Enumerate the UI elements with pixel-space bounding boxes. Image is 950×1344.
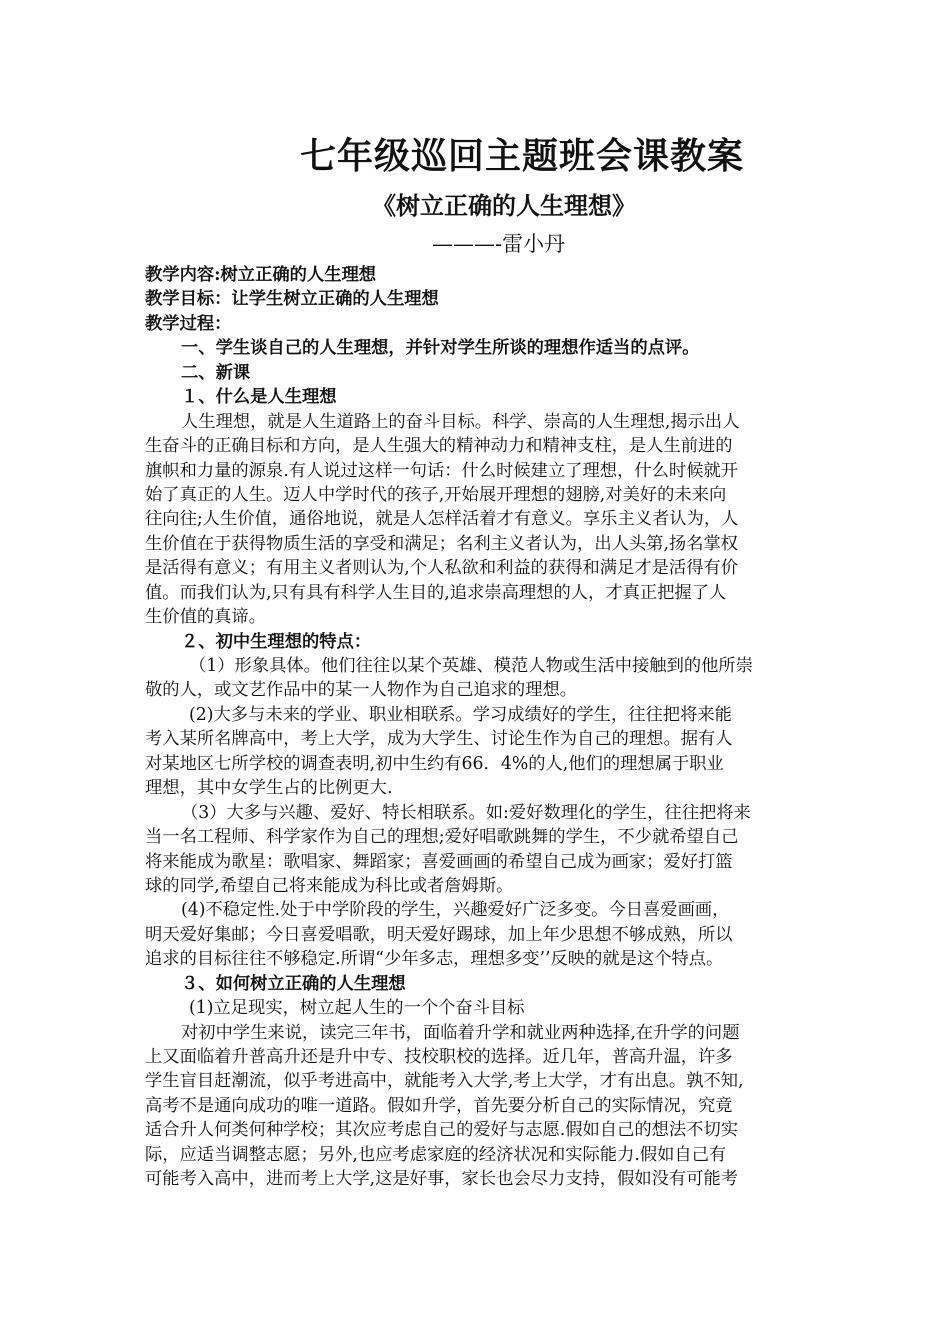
paragraph-line: 将来能成为歌星：歌唱家、舞蹈家；喜爱画画的希望自己成为画家；爱好打篮 bbox=[145, 851, 733, 872]
section-heading-line: 教学内容:树立正确的人生理想 bbox=[145, 265, 377, 285]
paragraph-line: 可能考入高中，进而考上大学,这是好事，家长也会尽力支持，假如没有可能考 bbox=[145, 1169, 739, 1190]
paragraph-line: 适合升人何类何种学校；其次应考虑自己的爱好与志愿.假如自己的想法不切实 bbox=[145, 1120, 739, 1141]
section-heading-line: ３、如何树立正确的人生理想 bbox=[181, 973, 406, 994]
paragraph-line: 考入某所名牌高中，考上大学，成为大学生、讨论生作为自己的理想。据有人 bbox=[145, 729, 733, 750]
document-title: 七年级巡回主题班会课教案 bbox=[300, 135, 745, 177]
section-heading-line: 教学目标：让学生树立正确的人生理想 bbox=[145, 289, 439, 310]
document-body bbox=[145, 263, 817, 1192]
paragraph-line: 球的同学,希望自己将来能成为科比或者詹姆斯。 bbox=[145, 875, 514, 896]
section-heading-line: 一、学生谈自己的人生理想，并针对学生所谈的理想作适当的点评。 bbox=[181, 338, 700, 359]
paragraph-line: 值。而我们认为,只有具有科学人生目的,追求崇高理想的人，才真正把握了人 bbox=[145, 582, 727, 603]
section-heading-line: １、什么是人生理想 bbox=[181, 387, 337, 408]
paragraph-line: 人生理想，就是人生道路上的奋斗目标。科学、崇高的人生理想,揭示出人 bbox=[181, 411, 740, 432]
paragraph-line: 生奋斗的正确目标和方向，是人生强大的精神动力和精神支柱，是人生前进的 bbox=[145, 436, 733, 457]
paragraph-line: 对初中学生来说，读完三年书，面临着升学和就业两种选择,在升学的问题 bbox=[181, 1022, 740, 1043]
paragraph-line: 上又面临着升普高升还是升中专、技校职校的选择。近几年，普高升温，许多 bbox=[145, 1047, 733, 1067]
paragraph-line: 始了真正的人生。迈人中学时代的孩子,开始展开理想的翅膀,对美好的未来向 bbox=[145, 484, 727, 505]
paragraph-line: （1）形象具体。他们往往以某个英雄、模范人物或生活中接触到的他所崇 bbox=[189, 656, 753, 676]
paragraph-line: 对某地区七所学校的调查表明,初中生约有66．4%的人,他们的理想属于职业 bbox=[145, 753, 724, 774]
paragraph-line: 是活得有意义；有用主义者则认为,个人私欲和利益的获得和满足才是活得有价 bbox=[145, 558, 739, 579]
paragraph-line: 生价值的真谛。 bbox=[145, 607, 266, 628]
section-heading-line: 二、新课 bbox=[181, 362, 251, 383]
paragraph-line: （3）大多与兴趣、爱好、特长相联系。如:爱好数理化的学生，往往把将来 bbox=[181, 802, 751, 823]
section-heading-line: ２、初中生理想的特点： bbox=[181, 631, 372, 652]
paragraph-line: 旗帜和力量的源泉.有人说过这样一句话：什么时候建立了理想，什么时候就开 bbox=[145, 460, 739, 481]
paragraph-line: 往向往;人生价值，通俗地说，就是人怎样活着才有意义。享乐主义者认为，人 bbox=[145, 509, 739, 530]
paragraph-line: 明天爱好集邮；今日喜爱唱歌，明天爱好踢球，加上年少思想不够成熟，所以 bbox=[145, 924, 733, 945]
paragraph-line: 学生盲目赶潮流，似乎考进高中，就能考入大学,考上大学，才有出息。孰不知, bbox=[145, 1071, 744, 1092]
document-subtitle: 《树立正确的人生理想》 bbox=[372, 191, 636, 220]
paragraph-line: 敬的人，或文艺作品中的某一人物作为自己追求的理想。 bbox=[145, 680, 578, 701]
paragraph-line: (4)不稳定性.处于中学阶段的学生，兴趣爱好广泛多变。今日喜爱画画， bbox=[181, 900, 730, 921]
paragraph-line: (1)立足现实，树立起人生的一个个奋斗目标 bbox=[189, 998, 525, 1019]
paragraph-line: 生价值在于获得物质生活的享受和满足；名利主义者认为，出人头第,扬名掌权 bbox=[145, 533, 739, 554]
document-author: ———-雷小丹 bbox=[432, 232, 566, 256]
paragraph-line: 当一名工程师、科学家作为自己的理想;爱好唱歌跳舞的学生，不少就希望自己 bbox=[145, 827, 739, 848]
paragraph-line: 际，应适当调整志愿；另外,也应考虑家庭的经济状况和实际能力.假如自己有 bbox=[145, 1144, 727, 1165]
section-heading-line: 教学过程： bbox=[145, 313, 232, 334]
paragraph-line: 追求的目标往往不够稳定.所谓“少年多志，理想多变’’反映的就是这个特点。 bbox=[145, 949, 724, 970]
paragraph-line: 理想，其中女学生占的比例更大. bbox=[145, 778, 393, 799]
paragraph-line: (2)大多与未来的学业、职业相联系。学习成绩好的学生，往往把将来能 bbox=[189, 704, 732, 725]
paragraph-line: 高考不是通向成功的唯一道路。假如升学，首先要分析自己的实际情况，究竟 bbox=[145, 1095, 733, 1116]
